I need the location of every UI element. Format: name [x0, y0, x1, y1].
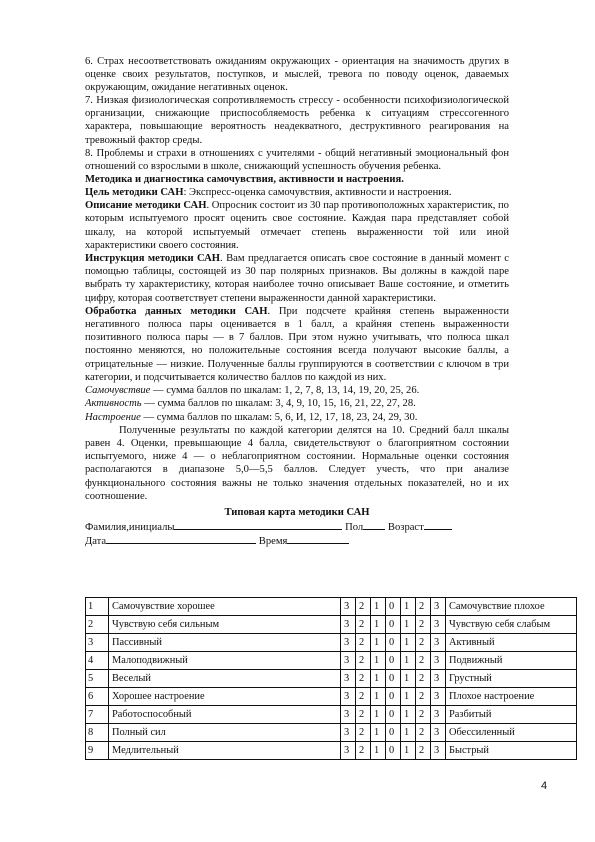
scale-score-cell[interactable]: 1 [401, 598, 416, 616]
table-row [86, 670, 577, 688]
sex-field[interactable] [363, 520, 385, 530]
scale-score-cell[interactable]: 3 [341, 742, 356, 760]
scale-score-cell[interactable]: 2 [416, 598, 431, 616]
scale-score-cell[interactable]: 3 [341, 724, 356, 742]
scale-score-cell[interactable]: 2 [416, 688, 431, 706]
scale-score-cell[interactable]: 2 [416, 634, 431, 652]
scale-score-cell[interactable]: 1 [371, 634, 386, 652]
scale-score-cell[interactable]: 3 [431, 724, 446, 742]
scale-score-cell[interactable]: 2 [416, 616, 431, 634]
san-table-body [86, 598, 577, 760]
left-characteristic: Самочувствие хорошее [109, 598, 341, 616]
scale-score-cell[interactable]: 2 [356, 634, 371, 652]
scale-score-cell[interactable]: 3 [431, 634, 446, 652]
scale-score-cell[interactable]: 2 [356, 688, 371, 706]
name-label: Фамилия,инициалы [85, 521, 175, 533]
description-paragraph [85, 199, 509, 252]
page-number: 4 [541, 780, 548, 792]
scale-score-cell[interactable]: 1 [401, 724, 416, 742]
table-row [86, 634, 577, 652]
row-number: 1 [86, 598, 109, 616]
scale-score-cell[interactable]: 0 [386, 634, 401, 652]
scale-text: — сумма баллов по шкалам: 3, 4, 9, 10, 15, 16, 21, 22, 27, 28. [141, 398, 416, 410]
scale-score-cell[interactable]: 0 [386, 598, 401, 616]
scale-score-cell[interactable]: 1 [371, 670, 386, 688]
scale-score-cell[interactable]: 2 [356, 598, 371, 616]
scale-score-cell[interactable]: 0 [386, 688, 401, 706]
anxiety-factors-list [85, 55, 509, 173]
right-characteristic: Грустный [446, 670, 577, 688]
scale-score-cell[interactable]: 3 [341, 670, 356, 688]
scale-score-cell[interactable]: 3 [341, 634, 356, 652]
left-characteristic: Медлительный [109, 742, 341, 760]
row-number: 9 [86, 742, 109, 760]
scale-score-cell[interactable]: 3 [431, 706, 446, 724]
right-characteristic: Разбитый [446, 706, 577, 724]
form-line-name [85, 520, 509, 534]
scale-score-cell[interactable]: 2 [416, 724, 431, 742]
table-row [86, 688, 577, 706]
scale-text: — сумма баллов по шкалам: 5, 6, И, 12, 17, 18, 23, 24, 29, 30. [140, 411, 418, 423]
table-row [86, 616, 577, 634]
scale-score-cell[interactable]: 3 [431, 652, 446, 670]
scale-score-cell[interactable]: 3 [341, 688, 356, 706]
scale-text: — сумма баллов по шкалам: 1, 2, 7, 8, 13, 14, 19, 20, 25, 26. [150, 385, 420, 397]
time-field[interactable] [287, 534, 349, 544]
scale-score-cell[interactable]: 2 [356, 616, 371, 634]
scale-score-cell[interactable]: 0 [386, 652, 401, 670]
scale-score-cell[interactable]: 0 [386, 724, 401, 742]
scale-score-cell[interactable]: 2 [416, 706, 431, 724]
scale-name: Активность [85, 398, 142, 410]
scale-activity [85, 397, 509, 410]
instruction-text: . Вам предлагается описать свое состояние в данный момент с помощью таблицы, состоящей из 30 пар полярных признаков. Вы должны в каждой паре выбрать ту характеристику, которая наиболее точно описывает Ваше состояние, и отметить цифру, которая соответствует степени выраженности данной характеристики. [85, 253, 509, 304]
left-characteristic: Чувствую себя сильным [109, 616, 341, 634]
table-row [86, 598, 577, 616]
instruction-paragraph [85, 252, 509, 305]
instruction-label: Инструкция методики САН [85, 253, 220, 265]
time-label: Время [258, 535, 288, 547]
scale-score-cell[interactable]: 0 [386, 742, 401, 760]
scale-score-cell[interactable]: 0 [386, 616, 401, 634]
right-characteristic: Подвижный [446, 652, 577, 670]
table-row [86, 742, 577, 760]
goal-label: Цель методики САН [85, 187, 184, 199]
scale-score-cell[interactable]: 1 [401, 670, 416, 688]
scale-score-cell[interactable]: 0 [386, 670, 401, 688]
scale-score-cell[interactable]: 3 [431, 670, 446, 688]
right-characteristic: Самочувствие плохое [446, 598, 577, 616]
scale-score-cell[interactable]: 3 [341, 706, 356, 724]
list-item: 8. Проблемы и страхи в отношениях с учителями - общий негативный эмоциональный фон отношений со взрослыми в школе, снижающий успешность обучения ребенка. [85, 147, 509, 172]
age-label: Возраст [387, 521, 424, 533]
scale-score-cell[interactable]: 2 [416, 670, 431, 688]
left-characteristic: Хорошее настроение [109, 688, 341, 706]
scale-score-cell[interactable]: 1 [371, 652, 386, 670]
scale-wellbeing [85, 384, 509, 397]
age-field[interactable] [424, 520, 452, 530]
scale-score-cell[interactable]: 3 [431, 598, 446, 616]
right-characteristic: Плохое настроение [446, 688, 577, 706]
scale-score-cell[interactable]: 0 [386, 706, 401, 724]
row-number: 7 [86, 706, 109, 724]
document-page [85, 55, 509, 548]
scale-mood [85, 411, 509, 424]
scale-score-cell[interactable]: 2 [416, 652, 431, 670]
date-label: Дата [85, 535, 107, 547]
scale-score-cell[interactable]: 1 [401, 652, 416, 670]
date-field[interactable] [106, 534, 256, 544]
row-number: 2 [86, 616, 109, 634]
section-heading: Методика и диагностика самочувствия, активности и настроения. [85, 173, 404, 185]
processing-label: Обработка данных методики САН [85, 305, 268, 317]
left-characteristic: Работоспособный [109, 706, 341, 724]
scale-score-cell[interactable]: 1 [371, 688, 386, 706]
description-text: . Опросник состоит из 30 пар противоположных характеристик, по которым испытуемого просят оценить свое состояние. Каждая пара представляет собой шкалу, на которой испытуемый отмечает степень выраженности той или иной характеристики своего состояния. [85, 200, 509, 251]
scale-score-cell[interactable]: 1 [371, 598, 386, 616]
row-number: 4 [86, 652, 109, 670]
scale-score-cell[interactable]: 2 [416, 742, 431, 760]
scale-score-cell[interactable]: 2 [356, 670, 371, 688]
card-title: Типовая карта методики САН [224, 506, 370, 518]
scale-score-cell[interactable]: 3 [431, 742, 446, 760]
table-row [86, 724, 577, 742]
scale-score-cell[interactable]: 3 [341, 652, 356, 670]
scale-score-cell[interactable]: 3 [341, 598, 356, 616]
goal-paragraph [85, 186, 509, 199]
scale-score-cell[interactable]: 1 [371, 706, 386, 724]
list-item: 7. Низкая физиологическая сопротивляемость стрессу - особенности психофизиологической организации, снижающие приспособляемость ребенка к ситуациям стрессогенного характера, повышающие вероятность неадекватного, деструктивного реагирования на тревожный фактор среды. [85, 95, 509, 146]
goal-text: : Экспресс-оценка самочувствия, активности и настроения. [183, 187, 452, 199]
table-row [86, 706, 577, 724]
right-characteristic: Обессиленный [446, 724, 577, 742]
table-row [86, 652, 577, 670]
right-characteristic: Быстрый [446, 742, 577, 760]
san-table [85, 597, 577, 760]
left-characteristic: Полный сил [109, 724, 341, 742]
sex-label: Пол [345, 521, 364, 533]
processing-text: . При подсчете крайняя степень выраженности негативного полюса пары оценивается в 1 балл, а крайняя степень выраженности позитивного полюса пары — в 7 баллов. При этом нужно учитывать, что полюса шкал постоянно меняются, но положительные состояния всегда получают высокие баллы, а отрицательные — низкие. Полученные баллы группируются в соответствии с ключом в три категории, и подсчитывается количество баллов по каждой из них. [85, 305, 509, 383]
name-field[interactable] [174, 520, 342, 530]
scale-name: Самочувствие [85, 385, 151, 397]
row-number: 8 [86, 724, 109, 742]
row-number: 5 [86, 670, 109, 688]
scale-score-cell[interactable]: 2 [356, 724, 371, 742]
scale-score-cell[interactable]: 1 [401, 742, 416, 760]
scale-score-cell[interactable]: 2 [356, 706, 371, 724]
results-paragraph: Полученные результаты по каждой категории делятся на 10. Средний балл шкалы равен 4. Оценки, превышающие 4 балла, свидетельствуют о благоприятном состоянии испытуемого, ниже 4 — о неблагоприятном состоянии. Нормальные оценки состояния располагаются в диапазоне 5,0—5,5 баллов. Следует учесть, что при анализе функционального состояния важны не только значения отдельных показателей, но и их соотношение. [85, 424, 509, 502]
scale-score-cell[interactable]: 2 [356, 742, 371, 760]
left-characteristic: Веселый [109, 670, 341, 688]
row-number: 6 [86, 688, 109, 706]
scale-score-cell[interactable]: 1 [401, 706, 416, 724]
scale-score-cell[interactable]: 1 [371, 742, 386, 760]
scale-score-cell[interactable]: 1 [371, 724, 386, 742]
left-characteristic: Малоподвижный [109, 652, 341, 670]
row-number: 3 [86, 634, 109, 652]
processing-paragraph [85, 305, 509, 384]
form-line-date [85, 534, 509, 548]
scale-score-cell[interactable]: 3 [341, 616, 356, 634]
scale-score-cell[interactable]: 1 [401, 688, 416, 706]
left-characteristic: Пассивный [109, 634, 341, 652]
scale-score-cell[interactable]: 2 [356, 652, 371, 670]
scale-score-cell[interactable]: 1 [401, 616, 416, 634]
scale-score-cell[interactable]: 3 [431, 616, 446, 634]
scale-name: Настроение [85, 411, 141, 423]
scale-score-cell[interactable]: 1 [371, 616, 386, 634]
list-item: 6. Страх несоответствовать ожиданиям окружающих - ориентация на значимость других в оценке своих результатов, поступков, и мыслей, тревога по поводу оценок, даваемых окружающим, ожидание негативных оценок. [85, 56, 509, 94]
scale-score-cell[interactable]: 3 [431, 688, 446, 706]
right-characteristic: Чувствую себя слабым [446, 616, 577, 634]
right-characteristic: Активный [446, 634, 577, 652]
description-label: Описание методики САН [85, 200, 207, 212]
scale-score-cell[interactable]: 1 [401, 634, 416, 652]
